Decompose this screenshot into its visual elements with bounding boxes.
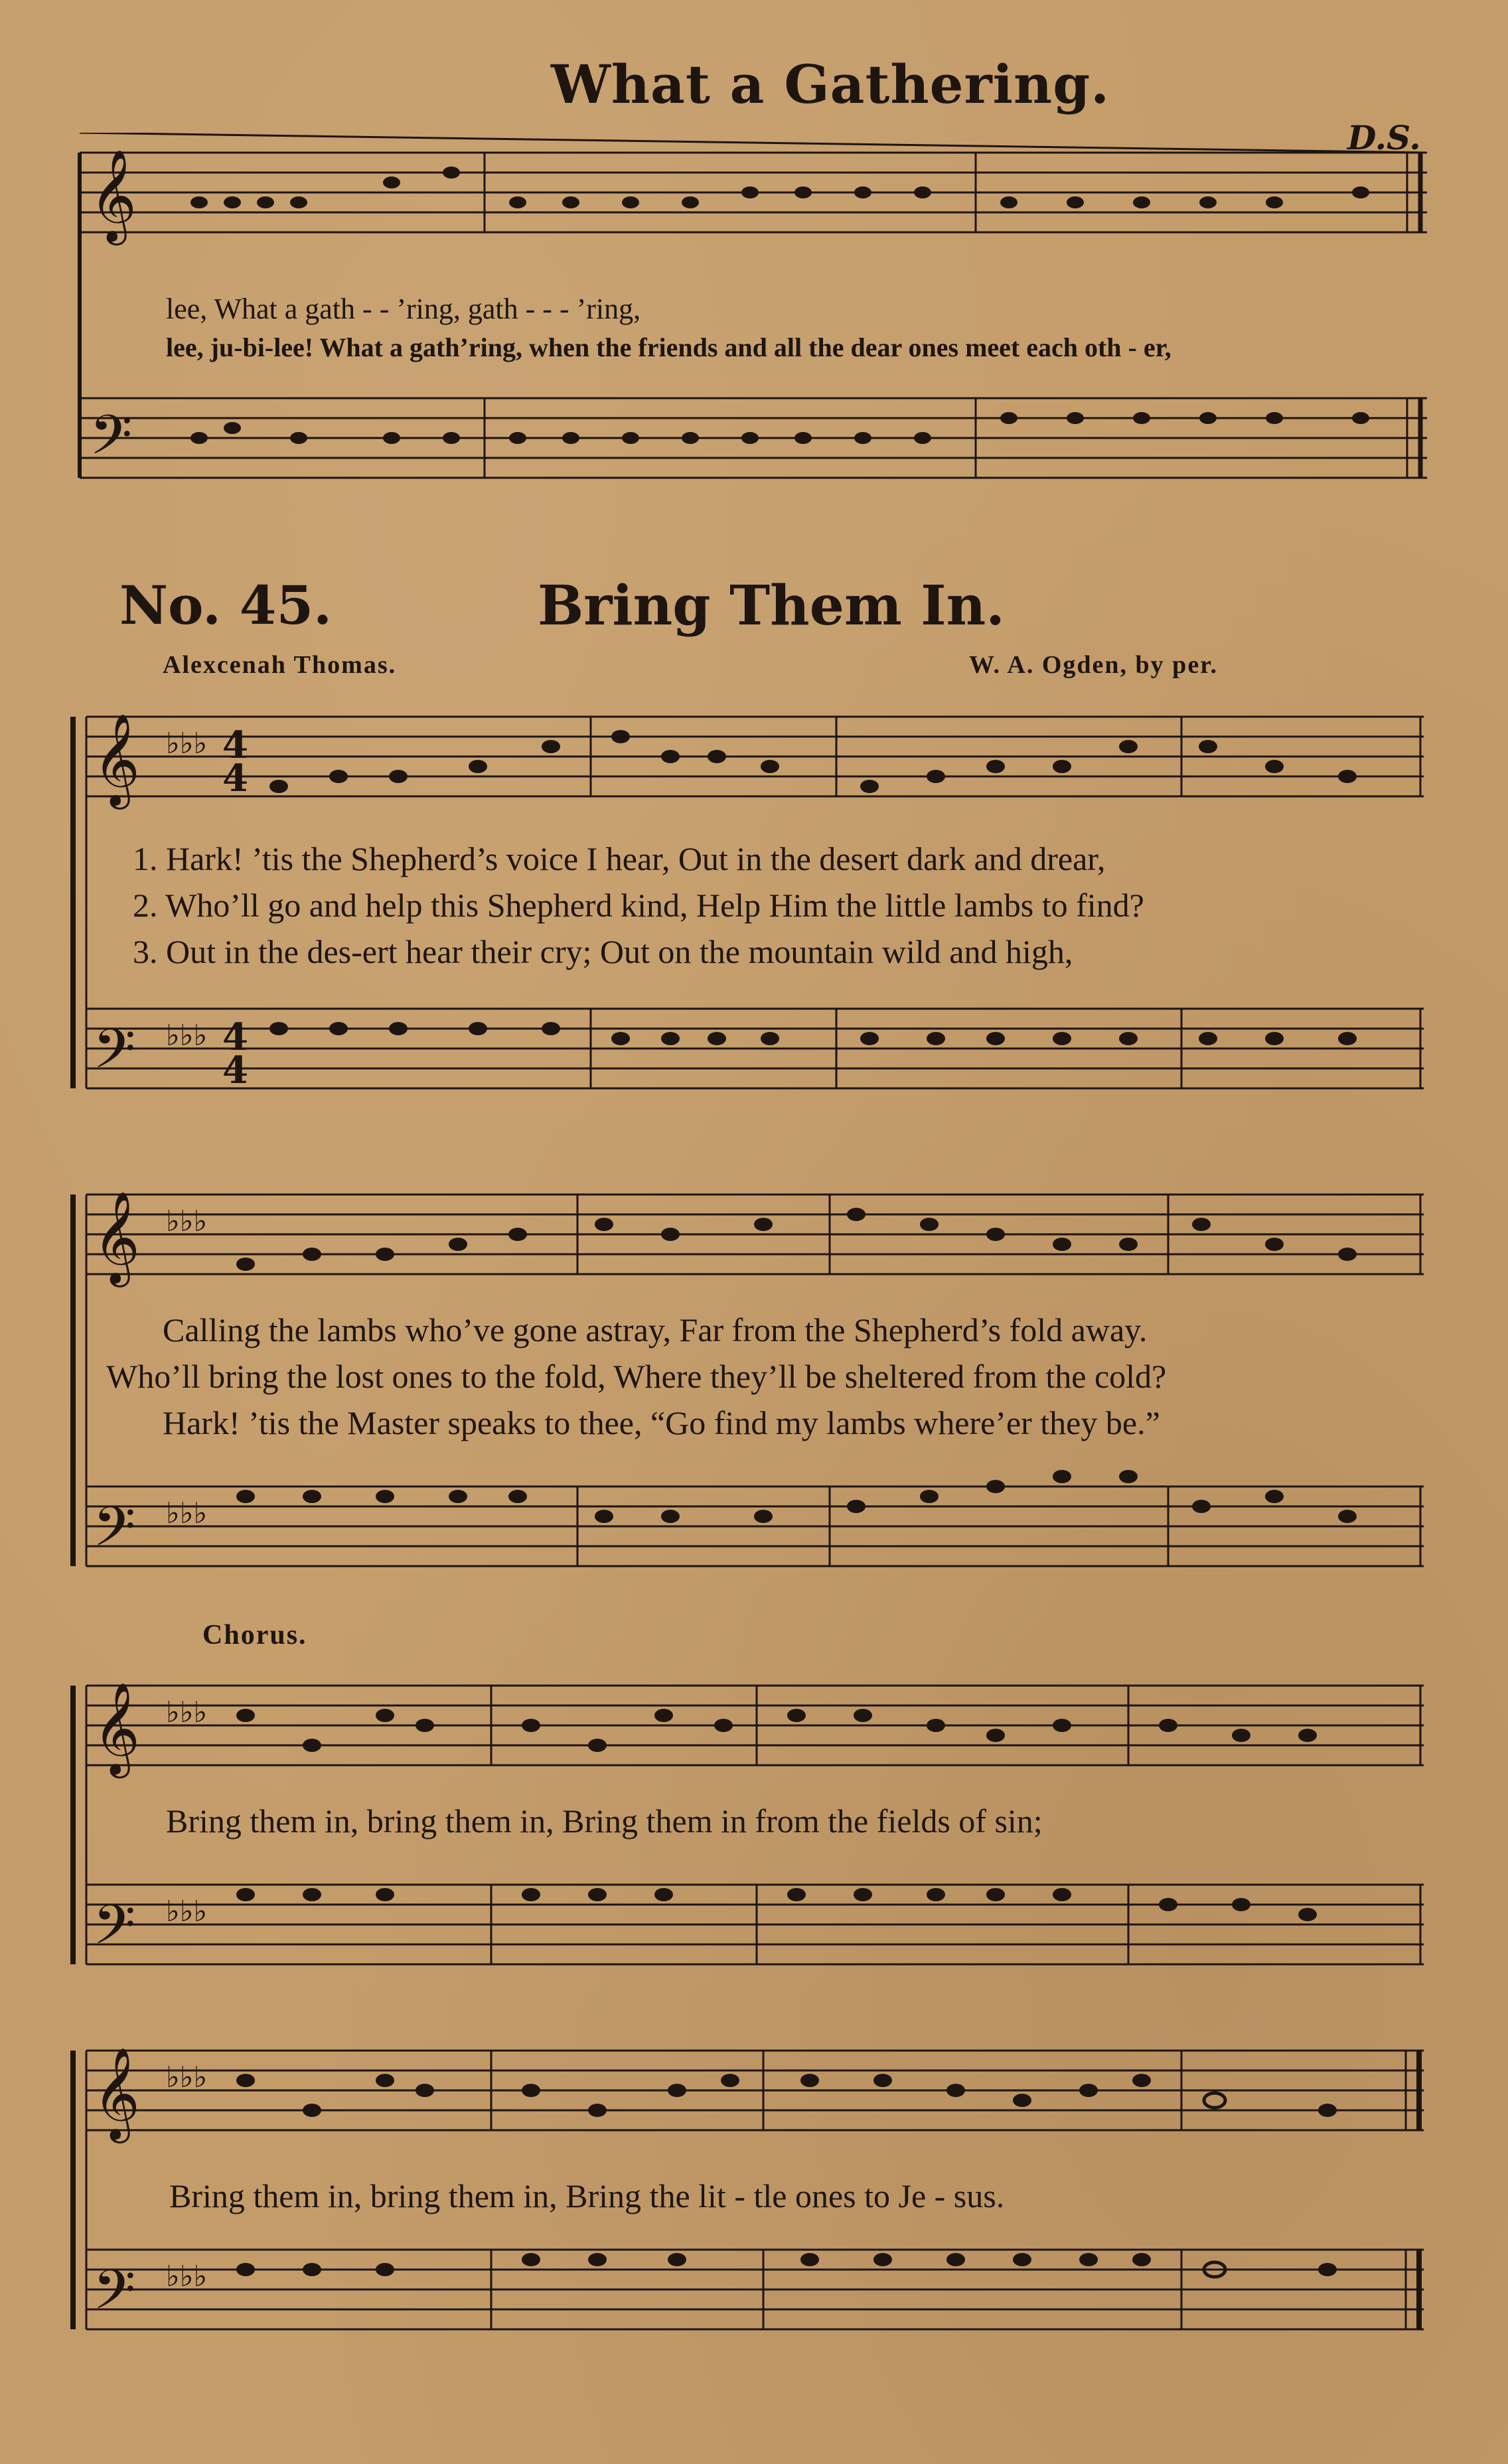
composer-credit: W. A. Ogden, by per. <box>969 651 1219 679</box>
verse-2-line-2: Who’ll bring the lost ones to the fold, Where they’ll be sheltered from the cold? <box>106 1358 1167 1395</box>
music-system-4 <box>0 2037 1508 2409</box>
svg-text:♭♭♭: ♭♭♭ <box>166 2260 208 2293</box>
svg-text:♭♭♭: ♭♭♭ <box>166 1696 208 1729</box>
svg-text:𝄢: 𝄢 <box>93 1893 136 1970</box>
prev-hymn-title: What a Gathering. <box>551 53 1110 115</box>
svg-text:4: 4 <box>222 1015 248 1059</box>
svg-text:♭♭♭: ♭♭♭ <box>166 1895 208 1928</box>
svg-text:♭♭♭: ♭♭♭ <box>166 727 208 761</box>
svg-text:𝄢: 𝄢 <box>93 1017 136 1094</box>
svg-text:♭♭♭: ♭♭♭ <box>166 1496 208 1530</box>
svg-text:𝄢: 𝄢 <box>93 1494 136 1572</box>
chorus-lyric-line-1: Bring them in, bring them in, Bring them in from the fields of sin; <box>166 1802 1043 1840</box>
ds-marker: D.S. <box>1347 118 1421 157</box>
verse-2-line-1: 2. Who’ll go and help this Shepherd kind, Help Him the little lambs to find? <box>133 887 1144 924</box>
svg-text:4: 4 <box>222 1049 248 1092</box>
author-credit: Alexcenah Thomas. <box>163 651 397 679</box>
prev-lyric-line-2: lee, ju-bi-lee! What a gath’ring, when the friends and all the dear ones meet each oth - er, <box>166 332 1171 362</box>
svg-text:𝄞: 𝄞 <box>93 1191 140 1283</box>
chorus-label: Chorus. <box>202 1620 307 1650</box>
verse-3-line-1: 3. Out in the des-ert hear their cry; Out on the mountain wild and high, <box>133 933 1073 970</box>
verse-1-line-2: Calling the lambs who’ve gone astray, Far from the Shepherd’s fold away. <box>163 1311 1148 1348</box>
svg-text:♭♭♭: ♭♭♭ <box>166 1204 208 1238</box>
svg-text:𝄞: 𝄞 <box>90 149 137 242</box>
svg-text:4: 4 <box>222 757 248 800</box>
svg-text:𝄢: 𝄢 <box>90 403 133 480</box>
chorus-lyric-line-2: Bring them in, bring them in, Bring the lit - tle ones to Je - sus. <box>169 2177 1005 2214</box>
verse-3-line-2: Hark! ’tis the Master speaks to thee, “Go find my lambs where’er they be.” <box>163 1404 1160 1441</box>
svg-text:𝄞: 𝄞 <box>93 1682 140 1775</box>
hymn-title: Bring Them In. <box>538 574 1005 638</box>
verse-1-line-1: 1. Hark! ’tis the Shepherd’s voice I hear, Out in the desert dark and drear, <box>133 840 1106 877</box>
svg-text:4: 4 <box>222 723 248 767</box>
svg-text:♭♭♭: ♭♭♭ <box>166 1019 208 1052</box>
svg-text:𝄞: 𝄞 <box>93 2047 140 2139</box>
prev-lyric-line-1: lee, What a gath - - ’ring, gath - - - ’ring, <box>166 293 641 325</box>
svg-text:𝄞: 𝄞 <box>93 713 140 806</box>
svg-text:𝄢: 𝄢 <box>93 2258 136 2335</box>
hymn-number: No. 45. <box>119 574 332 636</box>
svg-text:♭♭♭: ♭♭♭ <box>166 2061 208 2094</box>
